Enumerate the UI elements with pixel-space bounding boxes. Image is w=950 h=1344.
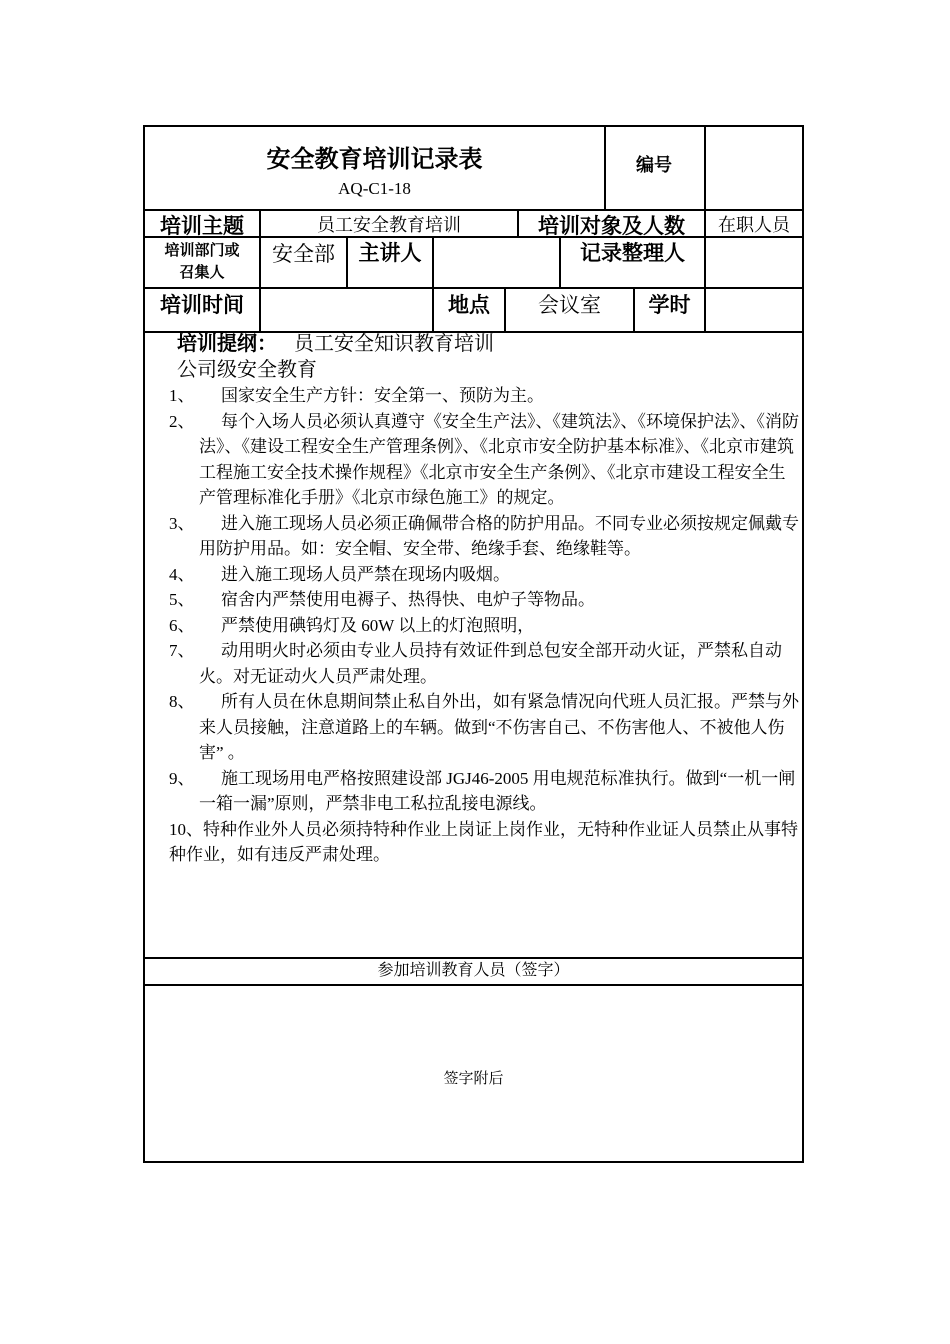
form-code: AQ-C1-18 xyxy=(338,179,411,198)
speaker-label: 主讲人 xyxy=(358,241,422,265)
item-number: 6、 xyxy=(169,615,195,635)
topic-label: 培训主题 xyxy=(160,214,244,238)
location-value: 会议室 xyxy=(538,293,601,317)
item-text: 宿舍内严禁使用电褥子、热得快、电炉子等物品。 xyxy=(221,590,595,609)
outline-title: 员工安全知识教育培训 xyxy=(294,333,494,355)
list-item: 10、特种作业外人员必须持特种作业上岗证上岗作业，无特种作业证人员禁止从事特种作业，如有违反严肃处理。 xyxy=(169,819,798,864)
outline-list xyxy=(169,383,799,868)
item-number: 9、 xyxy=(169,768,195,788)
item-text: 严禁使用碘钨灯及 60W 以上的灯泡照明， xyxy=(221,615,535,635)
signature-header: 参加培训教育人员（签字） xyxy=(377,962,570,979)
recorder-label: 记录整理人 xyxy=(580,241,685,265)
list-item xyxy=(169,766,799,817)
item-number: 1、 xyxy=(169,386,195,405)
item-number: 8、 xyxy=(169,692,195,711)
list-item xyxy=(169,689,799,766)
col-divider xyxy=(704,127,706,209)
dept-label xyxy=(145,240,259,284)
outline-subtitle: 公司级安全教育 xyxy=(177,359,317,381)
item-text: 所有人员在休息期间禁止私自外出，如有紧急情况向代班人员汇报。严禁与外来人员接触，注意道路上的车辆。做到“不伤害自己、不伤害他人、不被他人伤害” 。 xyxy=(199,692,799,762)
dept-label-line-2: 召集人 xyxy=(179,265,225,281)
hours-label: 学时 xyxy=(648,293,691,317)
row-divider xyxy=(145,984,802,986)
signature-note: 签字附后 xyxy=(443,1071,504,1087)
list-item xyxy=(169,587,799,613)
training-record-form xyxy=(143,125,804,1163)
number-label: 编号 xyxy=(636,155,672,175)
dept-value: 安全部 xyxy=(272,242,335,266)
audience-value: 在职人员 xyxy=(718,215,790,235)
list-item xyxy=(169,409,799,511)
item-text: 进入施工现场人员严禁在现场内吸烟。 xyxy=(221,564,510,584)
time-label: 培训时间 xyxy=(160,293,244,317)
col-divider xyxy=(704,287,706,331)
form-title: 安全教育培训记录表 xyxy=(266,147,483,173)
list-item xyxy=(169,562,799,588)
list-item xyxy=(169,613,799,639)
item-number: 4、 xyxy=(169,564,195,584)
item-text: 国家安全生产方针：安全第一、预防为主。 xyxy=(221,386,544,405)
item-number: 3、 xyxy=(169,513,195,533)
list-item xyxy=(169,511,799,562)
training-outline xyxy=(169,331,799,868)
audience-label: 培训对象及人数 xyxy=(538,214,685,238)
outline-heading xyxy=(169,331,799,357)
topic-value: 员工安全教育培训 xyxy=(317,215,461,235)
dept-label-line-1: 培训部门或 xyxy=(164,243,240,259)
list-item xyxy=(169,638,799,689)
item-text: 施工现场用电严格按照建设部 JGJ46-2005 用电规范标准执行。做到“一机一闸一箱一漏”原则，严禁非电工私拉乱接电源线。 xyxy=(199,768,796,813)
col-divider xyxy=(704,236,706,287)
item-number: 2、 xyxy=(169,411,195,431)
col-divider xyxy=(259,287,261,331)
item-text: 进入施工现场人员必须正确佩带合格的防护用品。不同专业必须按规定佩戴专用防护用品。如：安全帽、安全带、绝缘手套、绝缘鞋等。 xyxy=(199,513,799,558)
item-text: 动用明火时必须由专业人员持有效证件到总包安全部开动火证，严禁私自动火。对无证动火人员严肃处理。 xyxy=(199,641,782,686)
item-number: 7、 xyxy=(169,641,195,660)
outline-label: 培训提纲： xyxy=(177,333,277,355)
list-item xyxy=(169,383,799,409)
col-divider xyxy=(432,236,434,287)
location-label: 地点 xyxy=(448,293,490,317)
item-number: 5、 xyxy=(169,590,195,609)
item-text: 每个入场人员必须认真遵守《安全生产法》、《建筑法》、《环境保护法》、《消防法》、《建设工程安全生产管理条例》、《北京市安全防护基本标准》、《北京市建筑工程施工安全技术操作规程》《北京市安全生产条例》、《北京市建设工程安全生产管理标准化手册》《北京市绿色施工》的规定。 xyxy=(199,411,799,507)
